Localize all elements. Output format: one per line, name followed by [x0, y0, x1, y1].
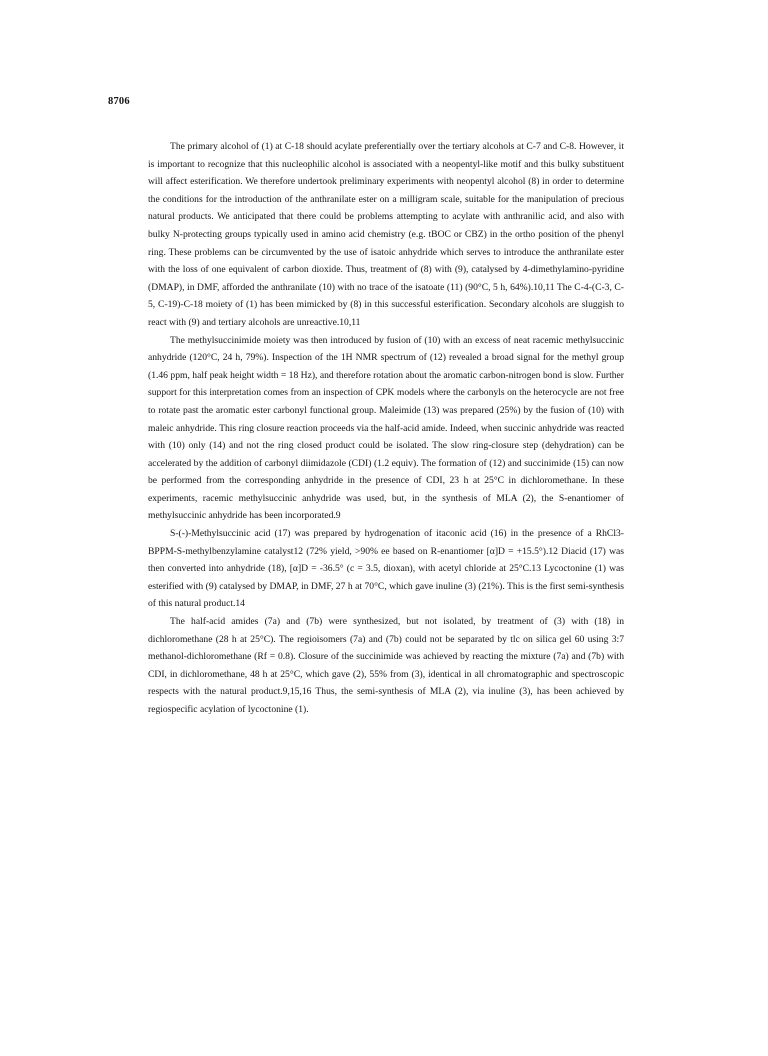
page-number: 8706 — [108, 96, 130, 107]
paragraph-esterification: The primary alcohol of (1) at C-18 should acylate preferentially over the tertiary alcohols at C-7 and C-8. However, it is important to recognize that this nucleophilic alcohol is associated with a neopentyl-like motif and this bulky substituent will affect esterification. We therefore undertook preliminary experiments with neopentyl alcohol (8) in order to determine the conditions for the introduction of the anthranilate ester on a milligram scale, suitable for the manipulation of precious natural products. We anticipated that there could be problems attempting to acylate with anthranilic acid, and also with bulky N-protecting groups typically used in amino acid chemistry (e.g. tBOC or CBZ) in the ortho position of the phenyl ring. These problems can be circumvented by the use of isatoic anhydride which serves to introduce the anthranilate ester with the loss of one equivalent of carbon dioxide. Thus, treatment of (8) with (9), catalysed by 4-dimethylamino-pyridine (DMAP), in DMF, afforded the anthranilate (10) with no trace of the isatoate (11) (90°C, 5 h, 64%).10,11 The C-4-(C-3, C-5, C-19)-C-18 moiety of (1) has been mimicked by (8) in this successful esterification. Secondary alcohols are sluggish to react with (9) and tertiary alcohols are unreactive.10,11 — [148, 141, 624, 328]
article-body — [148, 138, 624, 719]
paragraph-methylsuccinimide: The methylsuccinimide moiety was then introduced by fusion of (10) with an excess of neat racemic methylsuccinic anhydride (120°C, 24 h, 79%). Inspection of the 1H NMR spectrum of (12) revealed a broad signal for the methyl group (1.46 ppm, half peak height width = 18 Hz), and therefore rotation about the aromatic carbon-nitrogen bond is slow. Further support for this interpretation comes from an inspection of CPK models where the carbonyls on the heterocycle are not free to rotate past the aromatic ester carbonyl functional group. Maleimide (13) was prepared (25%) by the fusion of (10) with maleic anhydride. This ring closure reaction proceeds via the half-acid amide. Indeed, when succinic anhydride was reacted with (10) only (14) and not the ring closed product could be isolated. The slow ring-closure step (dehydration) can be accelerated by the addition of carbonyl diimidazole (CDI) (1.2 equiv). The formation of (12) and succinimide (15) can now be performed from the corresponding anhydride in the presence of CDI, 23 h at 25°C in dichloromethane. In these experiments, racemic methylsuccinic anhydride was used, but, in the synthesis of MLA (2), the S-enantiomer of methylsuccinic anhydride has been incorporated.9 — [148, 334, 624, 522]
paragraph-half-acid-amides: The half-acid amides (7a) and (7b) were synthesized, but not isolated, by treatment of (3) with (18) in dichloromethane (28 h at 25°C). The regioisomers (7a) and (7b) could not be separated by tlc on silica gel 60 using 3:7 methanol-dichloromethane (Rf = 0.8). Closure of the succinimide was achieved by reacting the mixture (7a) and (7b) with CDI, in dichloromethane, 48 h at 25°C, which gave (2), 55% from (3), identical in all chromatographic and spectroscopic respects with the natural product.9,15,16 Thus, the semi-synthesis of MLA (2), via inuline (3), has been achieved by regiospecific acylation of lycoctonine (1). — [148, 616, 624, 715]
paragraph-methylsuccinic-acid: S-(-)-Methylsuccinic acid (17) was prepared by hydrogenation of itaconic acid (16) in the presence of a RhCl3-BPPM-S-methylbenzylamine catalyst12 (72% yield, >90% ee based on R-enantiomer [α]D = +15.5°).12 Diacid (17) was then converted into anhydride (18), [α]D = -36.5° (c = 3.5, dioxan), with acetyl chloride at 25°C.13 Lycoctonine (1) was esterified with (9) catalysed by DMAP, in DMF, 27 h at 70°C, which gave inuline (3) (21%). This is the first semi-synthesis of this natural product.14 — [148, 528, 624, 610]
